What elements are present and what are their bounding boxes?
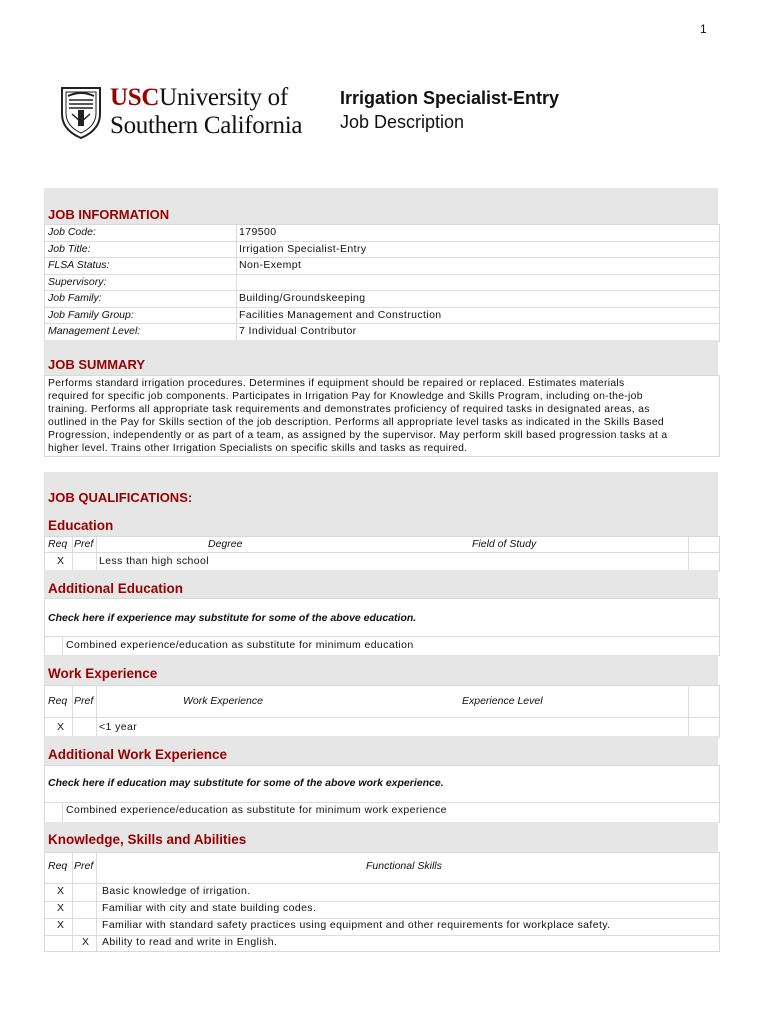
- ksa-row-req: X: [57, 919, 65, 931]
- work-experience-heading: Work Experience: [48, 666, 158, 681]
- document-subtitle: Job Description: [340, 112, 465, 132]
- education-col-degree: Degree: [208, 538, 243, 550]
- work-experience-col-req: Req: [48, 695, 68, 707]
- education-col-field: Field of Study: [472, 538, 537, 550]
- job-info-label: Job Code:: [48, 226, 96, 238]
- work-experience-row-exp: <1 year: [99, 721, 138, 733]
- job-info-value: Facilities Management and Construction: [239, 308, 442, 321]
- ksa-col-skills: Functional Skills: [366, 860, 442, 872]
- work-experience-row-req: X: [57, 721, 65, 733]
- education-row-degree: Less than high school: [99, 555, 209, 567]
- education-row-req: X: [57, 555, 65, 567]
- ksa-col-req: Req: [48, 860, 68, 872]
- logo-line-1: USCUniversity of: [110, 84, 288, 111]
- additional-work-experience-heading: Additional Work Experience: [48, 747, 228, 762]
- job-info-label: Job Title:: [48, 242, 91, 255]
- additional-work-experience-option: Combined experience/education as substitute for minimum work experience: [66, 804, 447, 816]
- ksa-row-skill: Ability to read and write in English.: [102, 936, 278, 948]
- job-summary-heading: JOB SUMMARY: [48, 357, 146, 372]
- additional-education-heading: Additional Education: [48, 581, 183, 596]
- ksa-row-req: X: [57, 885, 65, 897]
- job-info-value: Non-Exempt: [239, 259, 302, 271]
- ksa-row-req: X: [57, 902, 65, 914]
- ksa-col-pref: Pref: [74, 860, 94, 872]
- education-col-pref: Pref: [74, 538, 94, 550]
- additional-education-option: Combined experience/education as substitute for minimum education: [66, 639, 414, 651]
- work-experience-table: [44, 685, 720, 738]
- job-info-label: Management Level:: [48, 325, 141, 337]
- ksa-row-skill: Basic knowledge of irrigation.: [102, 885, 251, 897]
- ksa-heading: Knowledge, Skills and Abilities: [48, 832, 247, 847]
- usc-seal-icon: [58, 84, 104, 140]
- work-experience-col-exp: Work Experience: [183, 695, 263, 707]
- education-band: [44, 508, 718, 536]
- job-info-label: Supervisory:: [48, 275, 107, 288]
- work-experience-col-pref: Pref: [74, 695, 94, 707]
- job-summary-text: Performs standard irrigation procedures. Determines if equipment should be repaired or replaced. Estimates materials required for specific job components. Participates in Irrigation Pay for Knowledge and Skills Program, including on-the-job training. Performs all appropriate task requirements and demonstrates proficiency of required tasks in designated areas, as outlined in the Pay for Skills section of the job description. Performs all appropriate level tasks as indicated in the Skills Based Progression, independently or as part of a team, as assigned by the supervisor. May perform skill based progression tasks at a higher level. Trains other Irrigation Specialists on specific skills and tasks as required.: [48, 378, 668, 454]
- job-info-value: Building/Groundskeeping: [239, 292, 366, 304]
- job-info-label: FLSA Status:: [48, 259, 110, 271]
- job-summary-band: [44, 340, 718, 376]
- document-title: Irrigation Specialist-Entry: [340, 88, 560, 108]
- ksa-row-pref: X: [82, 936, 90, 948]
- job-info-value: Irrigation Specialist-Entry: [239, 242, 367, 255]
- logo-line-2: Southern California: [110, 112, 303, 139]
- job-information-heading: JOB INFORMATION: [48, 207, 170, 222]
- page-number: 1: [700, 22, 707, 36]
- ksa-row-skill: Familiar with city and state building codes.: [102, 902, 317, 914]
- additional-education-note: Check here if experience may substitute for some of the above education.: [48, 612, 417, 624]
- ksa-row-skill: Familiar with standard safety practices using equipment and other requirements for workplace safety.: [102, 919, 611, 931]
- job-info-value: 179500: [239, 226, 277, 238]
- additional-work-experience-note: Check here if education may substitute for some of the above work experience.: [48, 777, 444, 789]
- work-experience-col-level: Experience Level: [462, 695, 543, 707]
- job-info-label: Job Family Group:: [48, 308, 134, 321]
- education-heading: Education: [48, 518, 114, 533]
- usc-logo: [58, 84, 328, 140]
- job-info-value: 7 Individual Contributor: [239, 325, 357, 337]
- education-col-req: Req: [48, 538, 68, 550]
- job-info-label: Job Family:: [48, 292, 102, 304]
- job-qualifications-heading: JOB QUALIFICATIONS:: [48, 490, 193, 505]
- job-information-table: [44, 224, 720, 342]
